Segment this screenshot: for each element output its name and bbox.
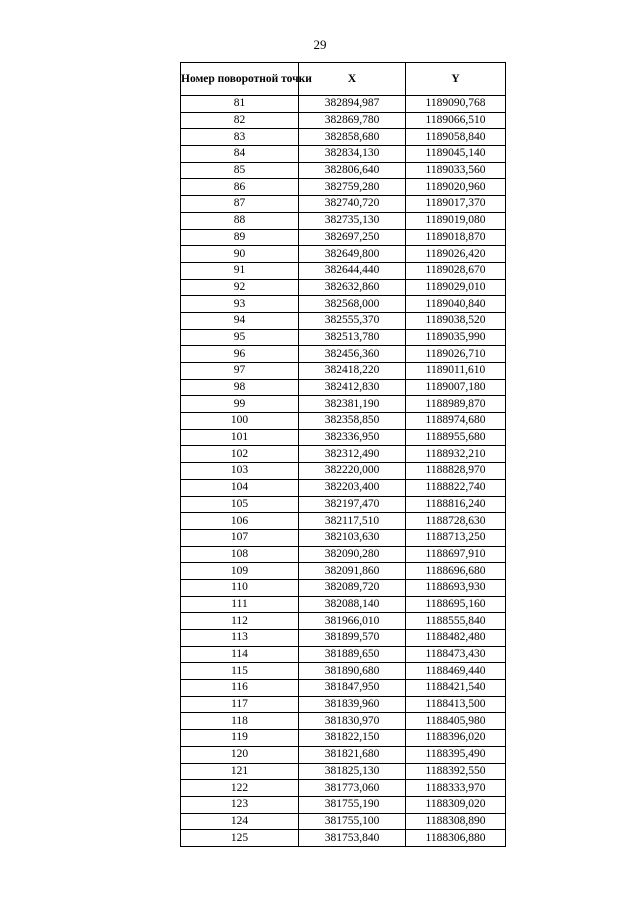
cell-x: 381966,010	[299, 613, 406, 630]
cell-point-number: 102	[181, 446, 299, 463]
cell-x: 382197,470	[299, 496, 406, 513]
cell-x: 381822,150	[299, 730, 406, 747]
cell-point-number: 85	[181, 162, 299, 179]
header-y: Y	[406, 63, 506, 96]
cell-point-number: 124	[181, 813, 299, 830]
cell-y: 1189028,670	[406, 262, 506, 279]
cell-y: 1189066,510	[406, 112, 506, 129]
cell-y: 1188333,970	[406, 780, 506, 797]
table-row	[181, 696, 506, 713]
table-row	[181, 579, 506, 596]
header-point-number: Номер поворотной точки	[181, 63, 299, 96]
cell-x: 382894,987	[299, 96, 406, 113]
table-row	[181, 312, 506, 329]
cell-x: 382418,220	[299, 363, 406, 380]
table-row	[181, 429, 506, 446]
cell-x: 381847,950	[299, 680, 406, 697]
cell-x: 382759,280	[299, 179, 406, 196]
cell-y: 1188695,160	[406, 596, 506, 613]
cell-point-number: 105	[181, 496, 299, 513]
cell-y: 1189007,180	[406, 379, 506, 396]
cell-y: 1188392,550	[406, 763, 506, 780]
table-row	[181, 262, 506, 279]
coordinates-table	[180, 62, 506, 847]
cell-y: 1188989,870	[406, 396, 506, 413]
table-row	[181, 730, 506, 747]
cell-x: 381839,960	[299, 696, 406, 713]
table-row	[181, 630, 506, 647]
cell-x: 382336,950	[299, 429, 406, 446]
cell-point-number: 82	[181, 112, 299, 129]
cell-x: 382869,780	[299, 112, 406, 129]
cell-x: 382412,830	[299, 379, 406, 396]
cell-y: 1188697,910	[406, 546, 506, 563]
cell-point-number: 97	[181, 363, 299, 380]
table-body	[181, 96, 506, 847]
cell-point-number: 103	[181, 463, 299, 480]
cell-x: 382644,440	[299, 262, 406, 279]
cell-y: 1188696,680	[406, 563, 506, 580]
table-row	[181, 813, 506, 830]
cell-point-number: 87	[181, 196, 299, 213]
table-row	[181, 663, 506, 680]
table-row	[181, 446, 506, 463]
cell-point-number: 110	[181, 579, 299, 596]
table-row	[181, 646, 506, 663]
cell-point-number: 96	[181, 346, 299, 363]
cell-x: 382089,720	[299, 579, 406, 596]
cell-x: 381890,680	[299, 663, 406, 680]
cell-y: 1188421,540	[406, 680, 506, 697]
cell-x: 381753,840	[299, 830, 406, 847]
cell-x: 382568,000	[299, 296, 406, 313]
cell-y: 1188309,020	[406, 796, 506, 813]
table-row	[181, 212, 506, 229]
page-number: 29	[313, 37, 327, 52]
table-row	[181, 363, 506, 380]
cell-y: 1188955,680	[406, 429, 506, 446]
cell-y: 1189018,870	[406, 229, 506, 246]
cell-point-number: 98	[181, 379, 299, 396]
cell-point-number: 83	[181, 129, 299, 146]
table-row	[181, 329, 506, 346]
cell-y: 1188308,890	[406, 813, 506, 830]
cell-x: 382834,130	[299, 146, 406, 163]
cell-x: 382358,850	[299, 413, 406, 430]
cell-y: 1189019,080	[406, 212, 506, 229]
table-row	[181, 713, 506, 730]
cell-y: 1188306,880	[406, 830, 506, 847]
table-row	[181, 780, 506, 797]
cell-point-number: 93	[181, 296, 299, 313]
cell-point-number: 116	[181, 680, 299, 697]
cell-x: 382649,800	[299, 246, 406, 263]
cell-point-number: 89	[181, 229, 299, 246]
cell-y: 1188555,840	[406, 613, 506, 630]
cell-point-number: 90	[181, 246, 299, 263]
cell-y: 1189035,990	[406, 329, 506, 346]
cell-y: 1188932,210	[406, 446, 506, 463]
cell-y: 1189038,520	[406, 312, 506, 329]
cell-point-number: 119	[181, 730, 299, 747]
table-row	[181, 129, 506, 146]
table-row	[181, 680, 506, 697]
cell-y: 1189045,140	[406, 146, 506, 163]
cell-point-number: 120	[181, 746, 299, 763]
cell-x: 382806,640	[299, 162, 406, 179]
cell-point-number: 123	[181, 796, 299, 813]
cell-point-number: 92	[181, 279, 299, 296]
cell-x: 382312,490	[299, 446, 406, 463]
cell-x: 382555,370	[299, 312, 406, 329]
table-row	[181, 596, 506, 613]
cell-x: 382088,140	[299, 596, 406, 613]
table-row	[181, 563, 506, 580]
cell-point-number: 86	[181, 179, 299, 196]
table-row	[181, 346, 506, 363]
table-row	[181, 496, 506, 513]
cell-x: 382513,780	[299, 329, 406, 346]
cell-y: 1188396,020	[406, 730, 506, 747]
table-row	[181, 796, 506, 813]
cell-x: 382220,000	[299, 463, 406, 480]
cell-x: 382381,190	[299, 396, 406, 413]
cell-x: 381825,130	[299, 763, 406, 780]
cell-point-number: 106	[181, 513, 299, 530]
cell-y: 1188822,740	[406, 479, 506, 496]
cell-point-number: 115	[181, 663, 299, 680]
cell-x: 381773,060	[299, 780, 406, 797]
cell-point-number: 112	[181, 613, 299, 630]
cell-x: 382858,680	[299, 129, 406, 146]
table-row	[181, 146, 506, 163]
cell-y: 1189011,610	[406, 363, 506, 380]
cell-point-number: 91	[181, 262, 299, 279]
cell-point-number: 111	[181, 596, 299, 613]
table-row	[181, 196, 506, 213]
cell-y: 1188395,490	[406, 746, 506, 763]
table-row	[181, 162, 506, 179]
cell-x: 382117,510	[299, 513, 406, 530]
cell-y: 1189026,420	[406, 246, 506, 263]
cell-y: 1189033,560	[406, 162, 506, 179]
cell-y: 1188828,970	[406, 463, 506, 480]
cell-y: 1189040,840	[406, 296, 506, 313]
cell-point-number: 109	[181, 563, 299, 580]
cell-point-number: 100	[181, 413, 299, 430]
table-row	[181, 546, 506, 563]
cell-point-number: 121	[181, 763, 299, 780]
cell-y: 1189090,768	[406, 96, 506, 113]
cell-x: 381755,100	[299, 813, 406, 830]
cell-y: 1189017,370	[406, 196, 506, 213]
cell-x: 382091,860	[299, 563, 406, 580]
table-row	[181, 229, 506, 246]
cell-y: 1189020,960	[406, 179, 506, 196]
header-x: X	[299, 63, 406, 96]
table-row	[181, 296, 506, 313]
cell-point-number: 104	[181, 479, 299, 496]
cell-y: 1188693,930	[406, 579, 506, 596]
cell-point-number: 107	[181, 529, 299, 546]
cell-x: 382697,250	[299, 229, 406, 246]
cell-x: 382090,280	[299, 546, 406, 563]
cell-point-number: 95	[181, 329, 299, 346]
cell-point-number: 101	[181, 429, 299, 446]
cell-y: 1188405,980	[406, 713, 506, 730]
table-row	[181, 479, 506, 496]
cell-point-number: 88	[181, 212, 299, 229]
cell-y: 1189029,010	[406, 279, 506, 296]
cell-point-number: 84	[181, 146, 299, 163]
cell-point-number: 81	[181, 96, 299, 113]
cell-point-number: 113	[181, 630, 299, 647]
table-row	[181, 96, 506, 113]
cell-x: 381755,190	[299, 796, 406, 813]
table-row	[181, 246, 506, 263]
cell-point-number: 114	[181, 646, 299, 663]
cell-point-number: 117	[181, 696, 299, 713]
table-row	[181, 179, 506, 196]
cell-x: 382456,360	[299, 346, 406, 363]
table-row	[181, 413, 506, 430]
cell-point-number: 118	[181, 713, 299, 730]
cell-y: 1188974,680	[406, 413, 506, 430]
cell-y: 1188482,480	[406, 630, 506, 647]
cell-x: 381821,680	[299, 746, 406, 763]
cell-y: 1188473,430	[406, 646, 506, 663]
table-header-row	[181, 63, 506, 96]
cell-y: 1189058,840	[406, 129, 506, 146]
cell-point-number: 125	[181, 830, 299, 847]
cell-y: 1189026,710	[406, 346, 506, 363]
cell-point-number: 94	[181, 312, 299, 329]
table-row	[181, 613, 506, 630]
cell-y: 1188728,630	[406, 513, 506, 530]
cell-x: 382740,720	[299, 196, 406, 213]
table-row	[181, 396, 506, 413]
table-row	[181, 746, 506, 763]
table-row	[181, 529, 506, 546]
table-row	[181, 279, 506, 296]
cell-x: 381889,650	[299, 646, 406, 663]
cell-y: 1188469,440	[406, 663, 506, 680]
table-row	[181, 763, 506, 780]
cell-x: 382632,860	[299, 279, 406, 296]
cell-y: 1188713,250	[406, 529, 506, 546]
table-row	[181, 513, 506, 530]
cell-x: 381899,570	[299, 630, 406, 647]
cell-x: 381830,970	[299, 713, 406, 730]
cell-point-number: 122	[181, 780, 299, 797]
cell-x: 382103,630	[299, 529, 406, 546]
cell-x: 382203,400	[299, 479, 406, 496]
cell-y: 1188816,240	[406, 496, 506, 513]
cell-point-number: 99	[181, 396, 299, 413]
cell-y: 1188413,500	[406, 696, 506, 713]
table-row	[181, 379, 506, 396]
table-row	[181, 463, 506, 480]
cell-point-number: 108	[181, 546, 299, 563]
table-row	[181, 112, 506, 129]
table-row	[181, 830, 506, 847]
cell-x: 382735,130	[299, 212, 406, 229]
